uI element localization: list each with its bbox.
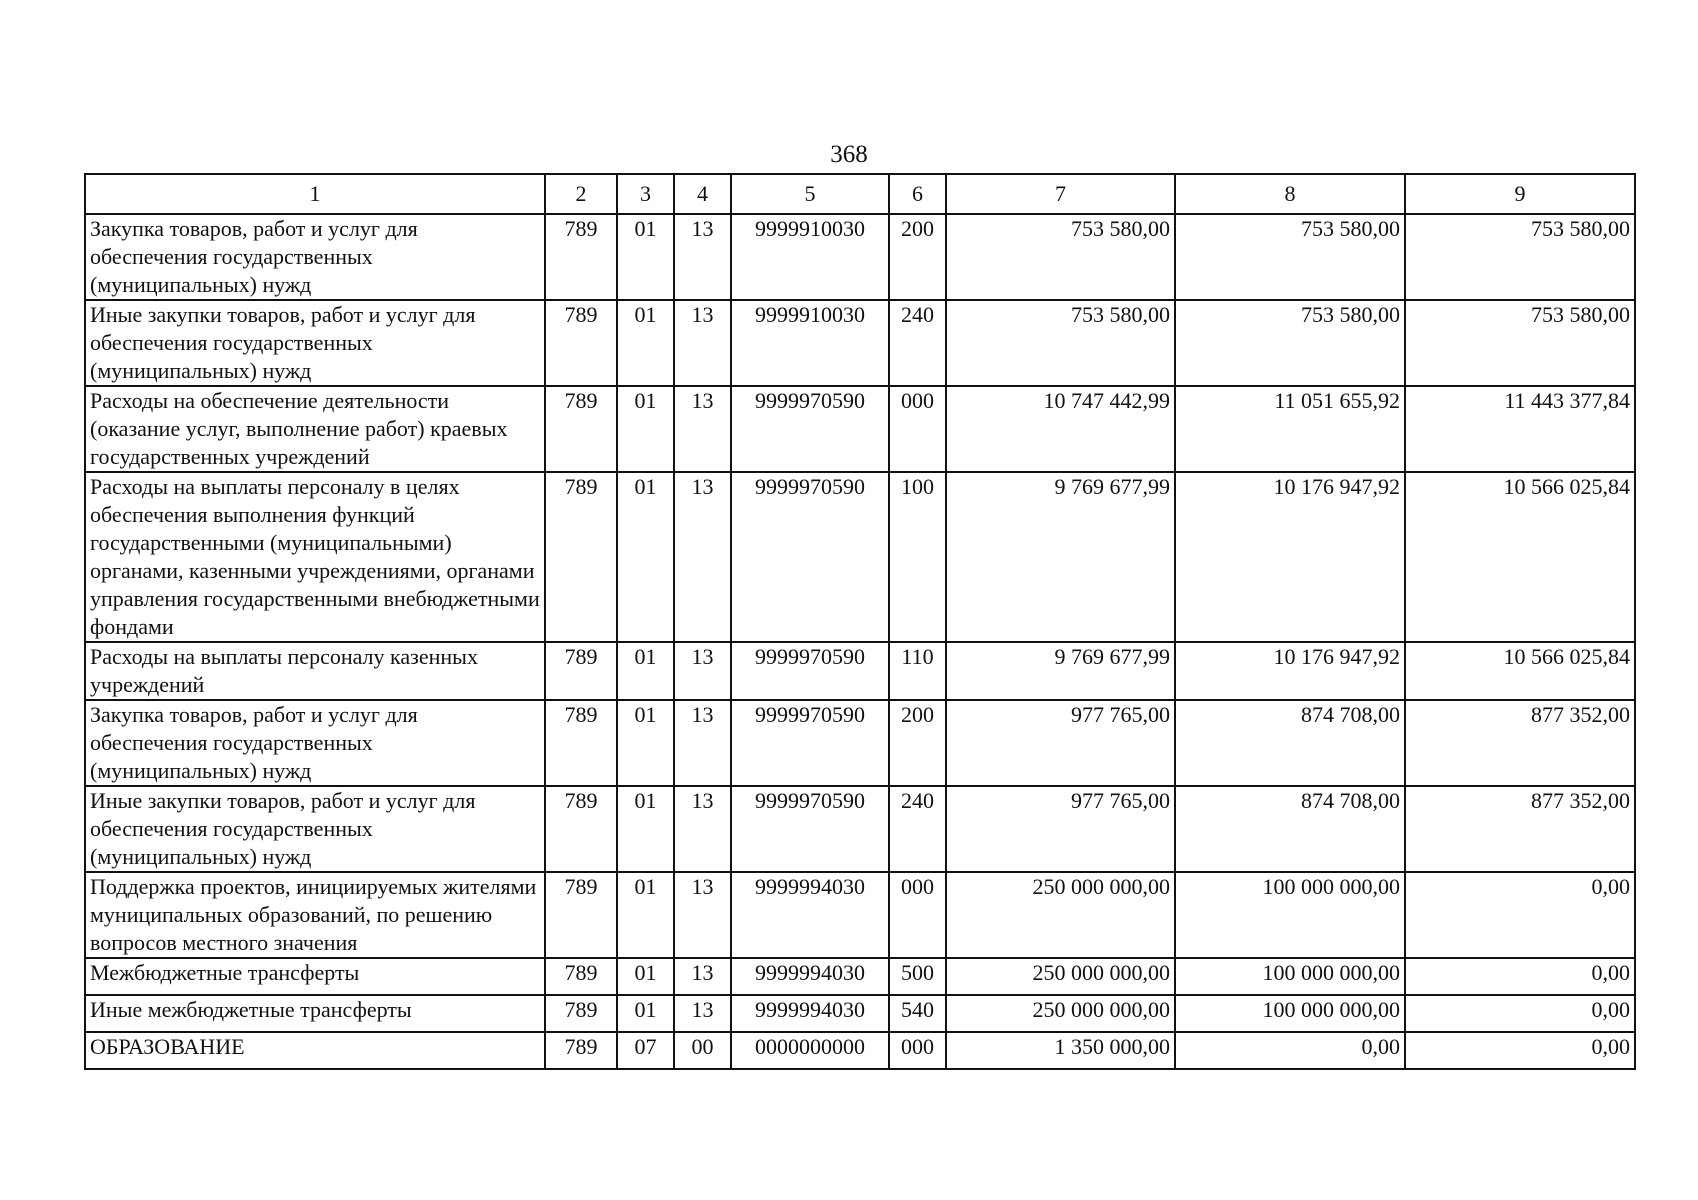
row-col-2: 789 bbox=[545, 1032, 617, 1069]
header-col-1: 1 bbox=[85, 174, 545, 214]
header-col-6: 6 bbox=[889, 174, 946, 214]
row-col-4: 13 bbox=[674, 872, 731, 958]
row-col-4: 13 bbox=[674, 300, 731, 386]
row-col-2: 789 bbox=[545, 700, 617, 786]
table-row bbox=[85, 472, 1635, 642]
row-name: Иные межбюджетные трансферты bbox=[85, 995, 545, 1032]
table-row bbox=[85, 872, 1635, 958]
header-col-3: 3 bbox=[617, 174, 674, 214]
row-name: Закупка товаров, работ и услуг для обеспечения государственных (муниципальных) нужд bbox=[85, 700, 545, 786]
row-col-9: 0,00 bbox=[1405, 1032, 1635, 1069]
row-col-3: 01 bbox=[617, 214, 674, 300]
table-row bbox=[85, 958, 1635, 995]
row-col-2: 789 bbox=[545, 642, 617, 700]
row-col-2: 789 bbox=[545, 386, 617, 472]
row-name: Расходы на выплаты персоналу в целях обеспечения выполнения функций государственными (муниципальными) органами, казенными учреждениями, органами управления государственными внебюджетными фондами bbox=[85, 472, 545, 642]
row-col-2: 789 bbox=[545, 872, 617, 958]
row-col-6: 500 bbox=[889, 958, 946, 995]
row-col-8: 100 000 000,00 bbox=[1175, 958, 1405, 995]
row-col-5: 9999970590 bbox=[731, 642, 889, 700]
row-name: Расходы на выплаты персоналу казенных учреждений bbox=[85, 642, 545, 700]
row-col-5: 9999994030 bbox=[731, 872, 889, 958]
row-col-6: 110 bbox=[889, 642, 946, 700]
row-col-6: 000 bbox=[889, 1032, 946, 1069]
header-col-7: 7 bbox=[946, 174, 1175, 214]
header-col-5: 5 bbox=[731, 174, 889, 214]
row-col-7: 250 000 000,00 bbox=[946, 958, 1175, 995]
row-col-3: 01 bbox=[617, 700, 674, 786]
header-col-2: 2 bbox=[545, 174, 617, 214]
row-col-5: 9999910030 bbox=[731, 300, 889, 386]
row-col-7: 753 580,00 bbox=[946, 214, 1175, 300]
table-row bbox=[85, 995, 1635, 1032]
row-name: ОБРАЗОВАНИЕ bbox=[85, 1032, 545, 1069]
row-col-3: 01 bbox=[617, 300, 674, 386]
row-col-5: 9999994030 bbox=[731, 995, 889, 1032]
header-col-4: 4 bbox=[674, 174, 731, 214]
row-col-8: 0,00 bbox=[1175, 1032, 1405, 1069]
row-col-7: 753 580,00 bbox=[946, 300, 1175, 386]
row-col-7: 9 769 677,99 bbox=[946, 642, 1175, 700]
row-col-6: 200 bbox=[889, 214, 946, 300]
table-row bbox=[85, 300, 1635, 386]
row-col-5: 9999910030 bbox=[731, 214, 889, 300]
row-col-2: 789 bbox=[545, 786, 617, 872]
table-row bbox=[85, 642, 1635, 700]
table-body bbox=[85, 214, 1635, 1069]
row-name: Поддержка проектов, инициируемых жителями муниципальных образований, по решению вопросов местного значения bbox=[85, 872, 545, 958]
row-name: Закупка товаров, работ и услуг для обеспечения государственных (муниципальных) нужд bbox=[85, 214, 545, 300]
row-col-6: 000 bbox=[889, 872, 946, 958]
row-col-8: 10 176 947,92 bbox=[1175, 472, 1405, 642]
row-col-9: 10 566 025,84 bbox=[1405, 642, 1635, 700]
row-col-8: 100 000 000,00 bbox=[1175, 995, 1405, 1032]
row-col-3: 01 bbox=[617, 386, 674, 472]
row-col-9: 0,00 bbox=[1405, 872, 1635, 958]
row-col-4: 13 bbox=[674, 642, 731, 700]
row-col-6: 000 bbox=[889, 386, 946, 472]
row-col-5: 0000000000 bbox=[731, 1032, 889, 1069]
table-row bbox=[85, 386, 1635, 472]
row-col-7: 1 350 000,00 bbox=[946, 1032, 1175, 1069]
row-col-2: 789 bbox=[545, 214, 617, 300]
row-col-6: 540 bbox=[889, 995, 946, 1032]
row-col-9: 10 566 025,84 bbox=[1405, 472, 1635, 642]
row-col-9: 0,00 bbox=[1405, 995, 1635, 1032]
row-col-7: 977 765,00 bbox=[946, 786, 1175, 872]
row-col-4: 13 bbox=[674, 472, 731, 642]
row-col-9: 753 580,00 bbox=[1405, 214, 1635, 300]
row-col-6: 100 bbox=[889, 472, 946, 642]
row-col-5: 9999970590 bbox=[731, 786, 889, 872]
row-col-3: 01 bbox=[617, 995, 674, 1032]
row-col-2: 789 bbox=[545, 300, 617, 386]
row-col-8: 100 000 000,00 bbox=[1175, 872, 1405, 958]
row-col-9: 877 352,00 bbox=[1405, 786, 1635, 872]
header-col-9: 9 bbox=[1405, 174, 1635, 214]
row-col-3: 01 bbox=[617, 958, 674, 995]
row-col-7: 10 747 442,99 bbox=[946, 386, 1175, 472]
row-col-4: 13 bbox=[674, 995, 731, 1032]
row-col-5: 9999970590 bbox=[731, 386, 889, 472]
table-row bbox=[85, 214, 1635, 300]
row-name: Иные закупки товаров, работ и услуг для обеспечения государственных (муниципальных) нужд bbox=[85, 300, 545, 386]
budget-table bbox=[84, 173, 1636, 1070]
row-col-8: 753 580,00 bbox=[1175, 214, 1405, 300]
row-col-4: 13 bbox=[674, 786, 731, 872]
row-col-7: 250 000 000,00 bbox=[946, 872, 1175, 958]
row-name: Межбюджетные трансферты bbox=[85, 958, 545, 995]
row-col-6: 240 bbox=[889, 786, 946, 872]
row-col-5: 9999994030 bbox=[731, 958, 889, 995]
row-col-8: 753 580,00 bbox=[1175, 300, 1405, 386]
row-col-7: 250 000 000,00 bbox=[946, 995, 1175, 1032]
row-col-8: 10 176 947,92 bbox=[1175, 642, 1405, 700]
row-name: Иные закупки товаров, работ и услуг для обеспечения государственных (муниципальных) нужд bbox=[85, 786, 545, 872]
row-col-3: 01 bbox=[617, 472, 674, 642]
row-col-9: 753 580,00 bbox=[1405, 300, 1635, 386]
row-col-8: 874 708,00 bbox=[1175, 700, 1405, 786]
row-col-4: 00 bbox=[674, 1032, 731, 1069]
row-col-6: 200 bbox=[889, 700, 946, 786]
row-col-4: 13 bbox=[674, 214, 731, 300]
row-col-4: 13 bbox=[674, 386, 731, 472]
row-col-2: 789 bbox=[545, 995, 617, 1032]
row-col-4: 13 bbox=[674, 700, 731, 786]
table-header bbox=[85, 174, 1635, 214]
table-row bbox=[85, 1032, 1635, 1069]
row-col-8: 874 708,00 bbox=[1175, 786, 1405, 872]
table-row bbox=[85, 700, 1635, 786]
row-col-8: 11 051 655,92 bbox=[1175, 386, 1405, 472]
row-col-9: 11 443 377,84 bbox=[1405, 386, 1635, 472]
row-col-3: 07 bbox=[617, 1032, 674, 1069]
row-col-7: 977 765,00 bbox=[946, 700, 1175, 786]
row-col-4: 13 bbox=[674, 958, 731, 995]
page-number: 368 bbox=[830, 141, 868, 168]
table-row bbox=[85, 786, 1635, 872]
row-name: Расходы на обеспечение деятельности (оказание услуг, выполнение работ) краевых государственных учреждений bbox=[85, 386, 545, 472]
row-col-5: 9999970590 bbox=[731, 700, 889, 786]
header-col-8: 8 bbox=[1175, 174, 1405, 214]
row-col-9: 0,00 bbox=[1405, 958, 1635, 995]
row-col-7: 9 769 677,99 bbox=[946, 472, 1175, 642]
row-col-2: 789 bbox=[545, 472, 617, 642]
row-col-6: 240 bbox=[889, 300, 946, 386]
row-col-3: 01 bbox=[617, 786, 674, 872]
row-col-3: 01 bbox=[617, 872, 674, 958]
row-col-5: 9999970590 bbox=[731, 472, 889, 642]
row-col-2: 789 bbox=[545, 958, 617, 995]
row-col-3: 01 bbox=[617, 642, 674, 700]
header-row bbox=[85, 174, 1635, 214]
row-col-9: 877 352,00 bbox=[1405, 700, 1635, 786]
